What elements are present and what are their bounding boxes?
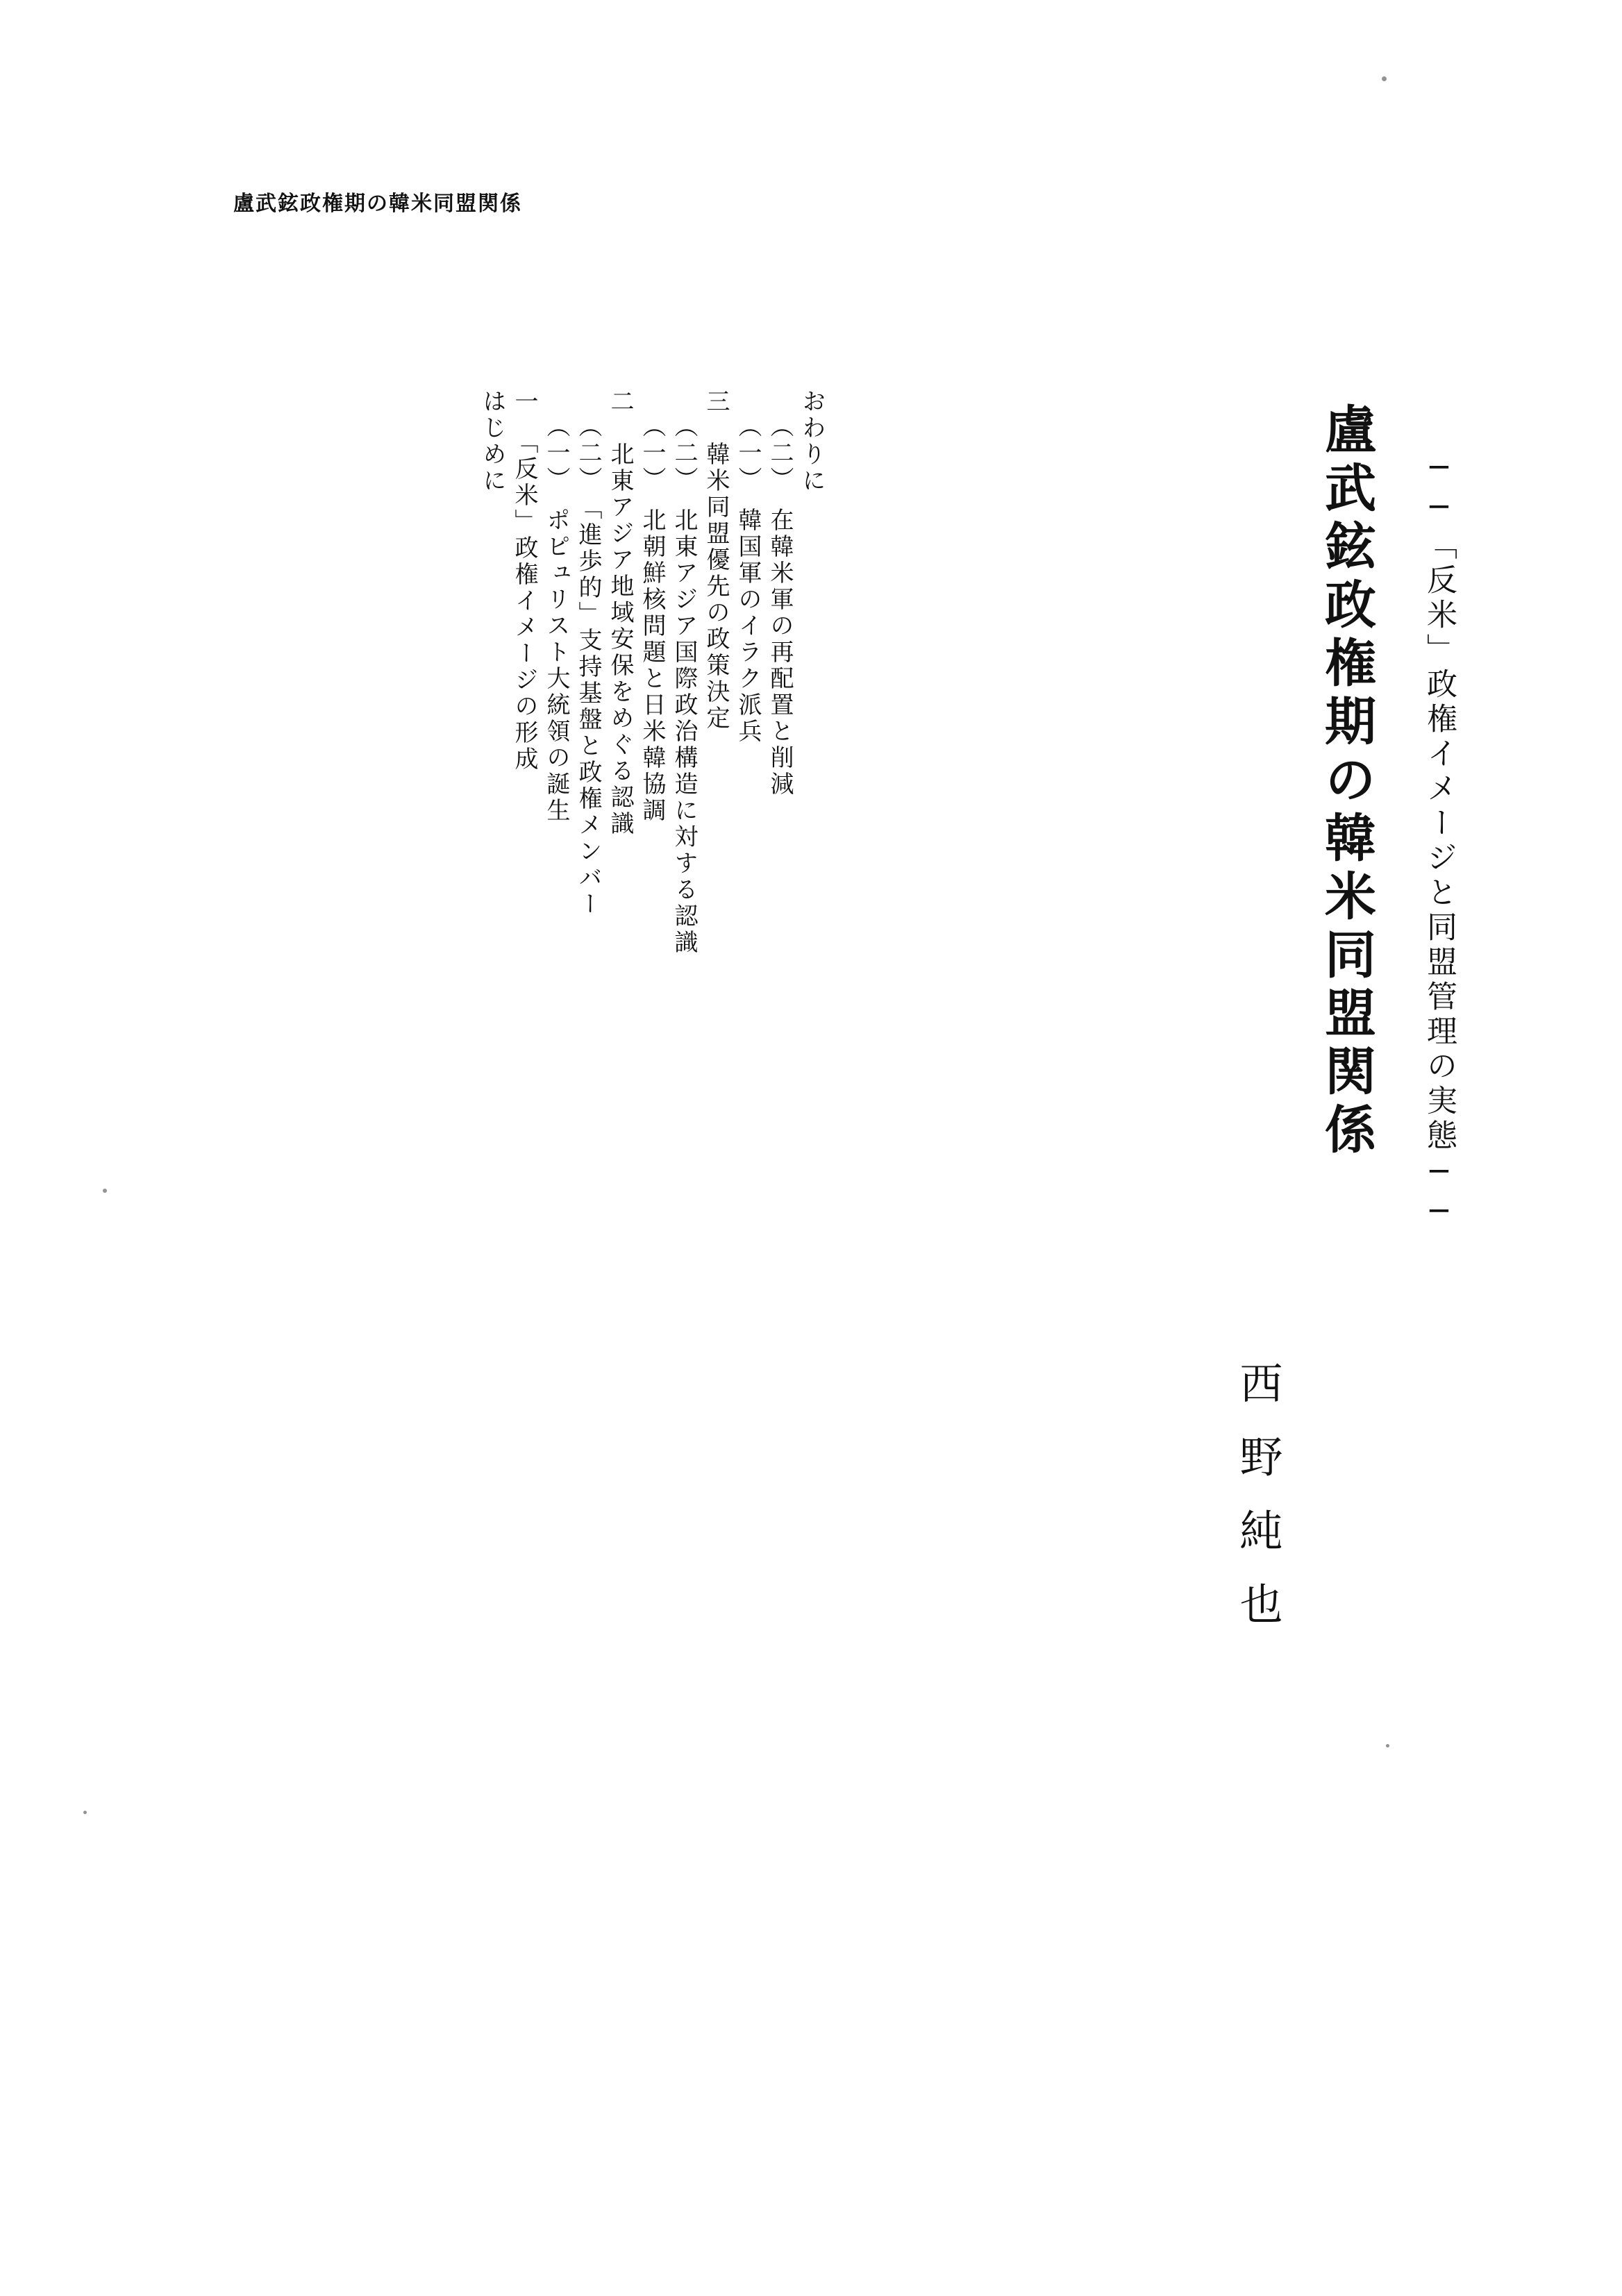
toc-entry: （二） 北東アジア国際政治構造に対する認識 — [670, 414, 698, 956]
table-of-contents — [472, 389, 826, 1291]
author-name: 西野純也 — [1232, 1361, 1283, 1655]
running-head: 盧武鉉政権期の韓米同盟関係 — [233, 192, 522, 216]
toc-entry: 三 韓米同盟優先の政策決定 — [702, 389, 730, 732]
toc-entry: （一） 北朝鮮核問題と日米韓協調 — [638, 414, 666, 824]
toc-entry: （一） 韓国軍のイラク派兵 — [734, 414, 762, 745]
toc-entry: （二） 「進歩的」支持基盤と政権メンバー — [574, 414, 602, 918]
toc-entry: （一） ポピュリスト大統領の誕生 — [542, 414, 570, 824]
page-subtitle: ──「反米」政権イメージと同盟管理の実態── — [1421, 450, 1457, 1233]
scan-speck — [1382, 76, 1387, 81]
title-block — [1316, 403, 1376, 1340]
toc-entry: 一 「反米」政権イメージの形成 — [510, 389, 538, 773]
scan-speck — [83, 1811, 87, 1814]
toc-entry: はじめに — [478, 389, 506, 494]
toc-entry: おわりに — [798, 389, 826, 494]
page-title: 盧武鉉政権期の韓米同盟関係 — [1316, 403, 1376, 1161]
toc-entry: 二 北東アジア地域安保をめぐる認識 — [606, 389, 634, 837]
scan-speck — [1386, 1744, 1389, 1748]
toc-entry: （二） 在韓米軍の再配置と削減 — [766, 414, 794, 798]
scan-speck — [103, 1189, 107, 1193]
